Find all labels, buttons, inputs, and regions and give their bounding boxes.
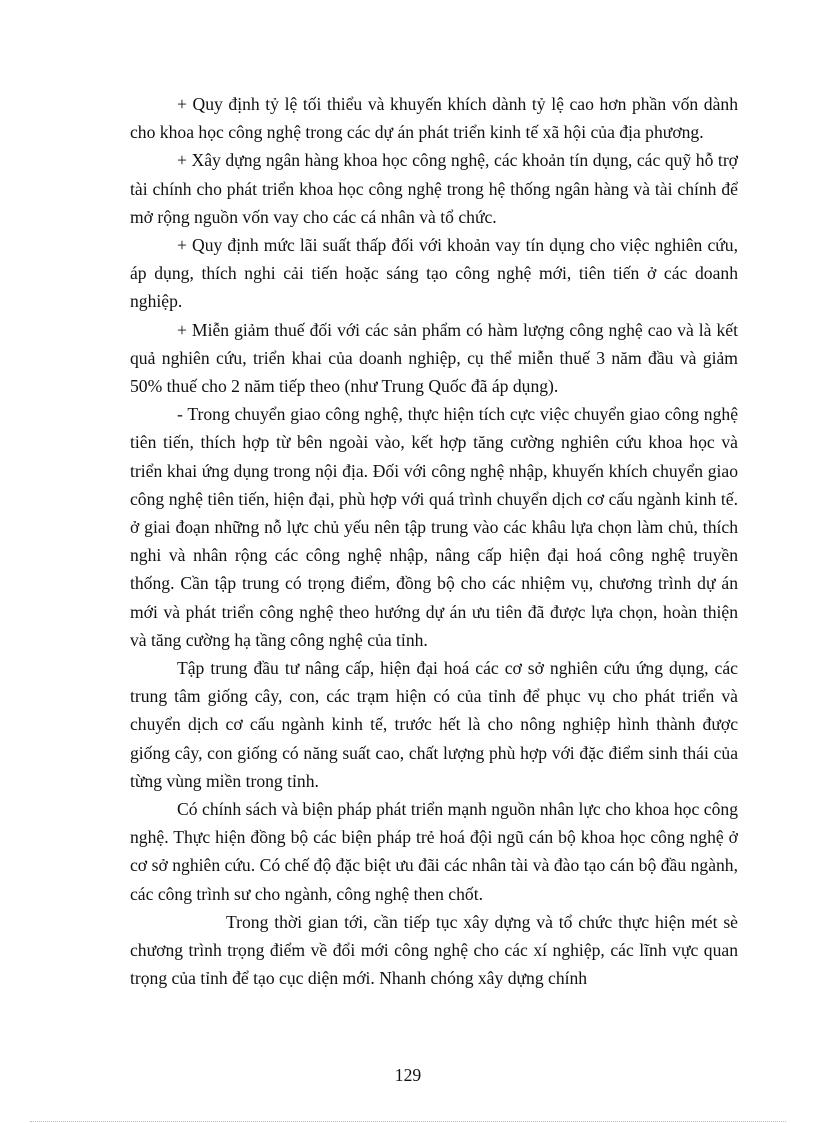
page-bottom-divider [30,1121,786,1122]
paragraph-capital-ratio: + Quy định tỷ lệ tối thiểu và khuyến khích dành tỷ lệ cao hơn phần vốn dành cho khoa học công nghệ trong các dự án phát triển kinh tế xã hội của địa phương. [130,94,738,143]
paragraph-tax-exemption: + Miễn giảm thuế đối với các sản phẩm có hàm lượng công nghệ cao và là kết quả nghiên cứu, triển khai của doanh nghiệp, cụ thể miễn thuế 3 năm đầu và giảm 50% thuế cho 2 năm tiếp theo (như Trung Quốc đã áp dụng). [130,319,738,397]
paragraph-human-resources: Có chính sách và biện pháp phát triển mạnh nguồn nhân lực cho khoa học công nghệ. Thực hiện đồng bộ các biện pháp trẻ hoá đội ngũ cán bộ khoa học công nghệ ở cơ sở nghiên cứu. Có chế độ đặc biệt ưu đãi các nhân tài và đào tạo cán bộ đầu ngành, các công trình sư cho ngành, công nghệ then chốt. [130,799,738,904]
paragraph-key-programs: Trong thời gian tới, cần tiếp tục xây dựng và tổ chức thực hiện mét sè chương trình trọng điểm về đổi mới công nghệ cho các xí nghiệp, các lĩnh vực quan trọng của tỉnh để tạo cục diện mới. Nhanh chóng xây dựng chính [130,911,738,989]
paragraph-tech-bank: + Xây dựng ngân hàng khoa học công nghệ, các khoản tín dụng, các quỹ hỗ trợ tài chính cho phát triển khoa học công nghệ trong hệ thống ngân hàng và tài chính để mở rộng nguồn vốn vay cho các cá nhân và tổ chức. [130,150,738,227]
paragraph-tech-transfer: - Trong chuyển giao công nghệ, thực hiện tích cực việc chuyển giao công nghệ tiên tiến, thích hợp từ bên ngoài vào, kết hợp tăng cường nghiên cứu khoa học và triển khai ứng dụng trong nội địa. Đối với công nghệ nhập, khuyến khích chuyển giao công nghệ tiên tiến, hiện đại, phù hợp với quá trình chuyển dịch cơ cấu ngành kinh tế. ở giai đoạn những nỗ lực chủ yếu nên tập trung vào các khâu lựa chọn làm chủ, thích nghi và nhân rộng các công nghệ nhập, nâng cấp hiện đại hoá công nghệ truyền thống. Cần tập trung có trọng điểm, đồng bộ cho các nhiệm vụ, chương trình dự án mới và phát triển công nghệ theo hướng dự án ưu tiên đã được lựa chọn, hoàn thiện và tăng cường hạ tầng công nghệ của tỉnh. [130,404,738,650]
page-number: 129 [394,1065,422,1085]
paragraph-research-investment: Tập trung đầu tư nâng cấp, hiện đại hoá các cơ sở nghiên cứu ứng dụng, các trung tâm giống cây, con, các trạm hiện có của tỉnh để phục vụ cho phát triển và chuyển dịch cơ cấu ngành kinh tế, trước hết là cho nông nghiệp hình thành được giống cây, con giống có năng suất cao, chất lượng phù hợp với đặc điểm sinh thái của từng vùng miền trong tỉnh. [130,658,738,791]
paragraph-interest-rate: + Quy định mức lãi suất thấp đối với khoản vay tín dụng cho việc nghiên cứu, áp dụng, thích nghi cải tiến hoặc sáng tạo công nghệ mới, tiên tiến ở các doanh nghiệp. [130,235,738,312]
body-text [130,90,738,993]
